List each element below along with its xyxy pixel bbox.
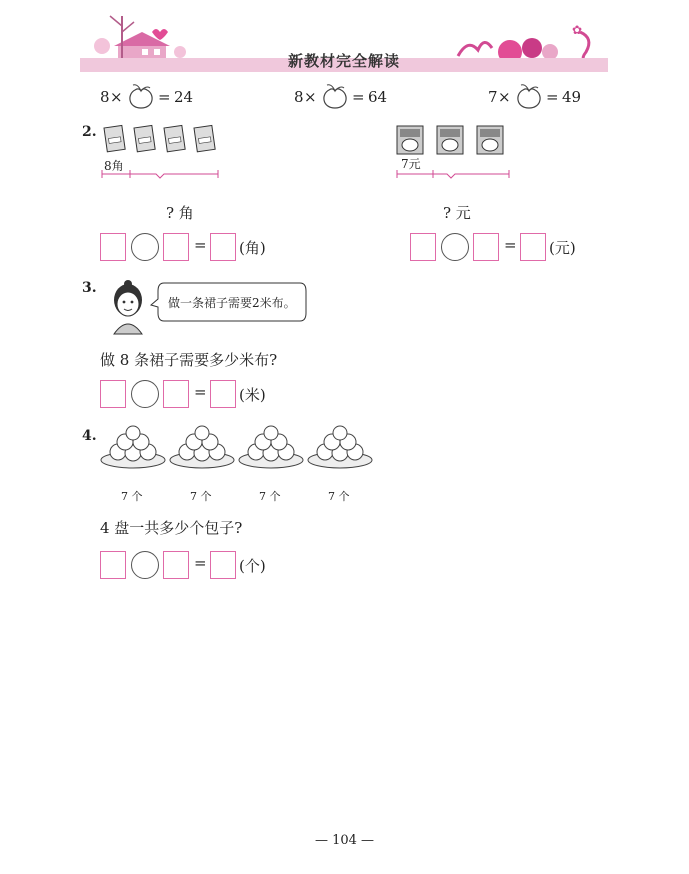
- equals-sign: =: [546, 88, 559, 106]
- operator-circle[interactable]: [131, 380, 159, 408]
- equals-sign: =: [194, 554, 207, 572]
- answer-box[interactable]: [473, 233, 499, 261]
- notebook-price-label: 8角: [104, 159, 124, 173]
- equals-sign: =: [194, 383, 207, 401]
- factor: 8: [100, 88, 110, 106]
- answer-box[interactable]: [100, 380, 126, 408]
- equation-1: [100, 84, 240, 108]
- answer-box[interactable]: [410, 233, 436, 261]
- plate-count-label: 7 个: [259, 490, 281, 503]
- question-2-left-prompt: ? 角: [166, 204, 194, 222]
- answer-box[interactable]: [210, 380, 236, 408]
- answer-box[interactable]: [163, 551, 189, 579]
- plate-count-label: 7 个: [328, 490, 350, 503]
- svg-text:✿: ✿: [572, 23, 583, 37]
- times-sign: ×: [304, 88, 317, 106]
- answer-box[interactable]: [100, 551, 126, 579]
- bun-plate: [239, 426, 303, 468]
- unit-label: (个): [239, 557, 266, 575]
- peach-icon: [320, 82, 350, 110]
- plate-count-label: 7 个: [121, 490, 143, 503]
- peach-icon: [514, 82, 544, 110]
- unit-label: (角): [239, 239, 266, 257]
- equation-2: [294, 84, 434, 108]
- factor: 7: [488, 88, 498, 106]
- steamed-buns-plates: [100, 424, 372, 472]
- times-sign: ×: [110, 88, 123, 106]
- bun-plate: [101, 426, 165, 468]
- operator-circle[interactable]: [131, 551, 159, 579]
- product: 64: [368, 88, 388, 106]
- answer-box[interactable]: [100, 233, 126, 261]
- answer-box[interactable]: [210, 233, 236, 261]
- equals-sign: =: [504, 236, 517, 254]
- factor: 8: [294, 88, 304, 106]
- page-number: — 104 —: [314, 833, 375, 848]
- equation-3: [488, 84, 628, 108]
- question-2-right-prompt: ? 元: [443, 204, 471, 222]
- product: 24: [174, 88, 194, 106]
- answer-box[interactable]: [163, 233, 189, 261]
- question-3-prompt: 做 8 条裙子需要多少米布?: [100, 351, 278, 369]
- answer-box[interactable]: [163, 380, 189, 408]
- product: 49: [562, 88, 582, 106]
- bun-plate: [308, 426, 372, 468]
- page-header: [80, 12, 608, 74]
- equals-sign: =: [158, 88, 171, 106]
- bun-plate: [170, 426, 234, 468]
- unit-label: (米): [239, 386, 266, 404]
- question-3-number: 3.: [82, 280, 97, 296]
- speech-text: 做一条裙子需要2米布。: [168, 296, 296, 310]
- girl-illustration: [106, 280, 152, 336]
- operator-circle[interactable]: [441, 233, 469, 261]
- answer-box[interactable]: [210, 551, 236, 579]
- question-2-number: 2.: [82, 124, 97, 140]
- unit-label: (元): [549, 239, 576, 257]
- question-4-number: 4.: [82, 428, 97, 444]
- header-title: 新教材完全解读: [287, 52, 400, 70]
- equals-sign: =: [194, 236, 207, 254]
- pencil-box-price-label: 7元: [401, 157, 421, 171]
- plate-count-label: 7 个: [190, 490, 212, 503]
- operator-circle[interactable]: [131, 233, 159, 261]
- answer-box[interactable]: [520, 233, 546, 261]
- peach-icon: [126, 82, 156, 110]
- equals-sign: =: [352, 88, 365, 106]
- question-4-prompt: 4 盘一共多少个包子?: [100, 519, 243, 537]
- times-sign: ×: [498, 88, 511, 106]
